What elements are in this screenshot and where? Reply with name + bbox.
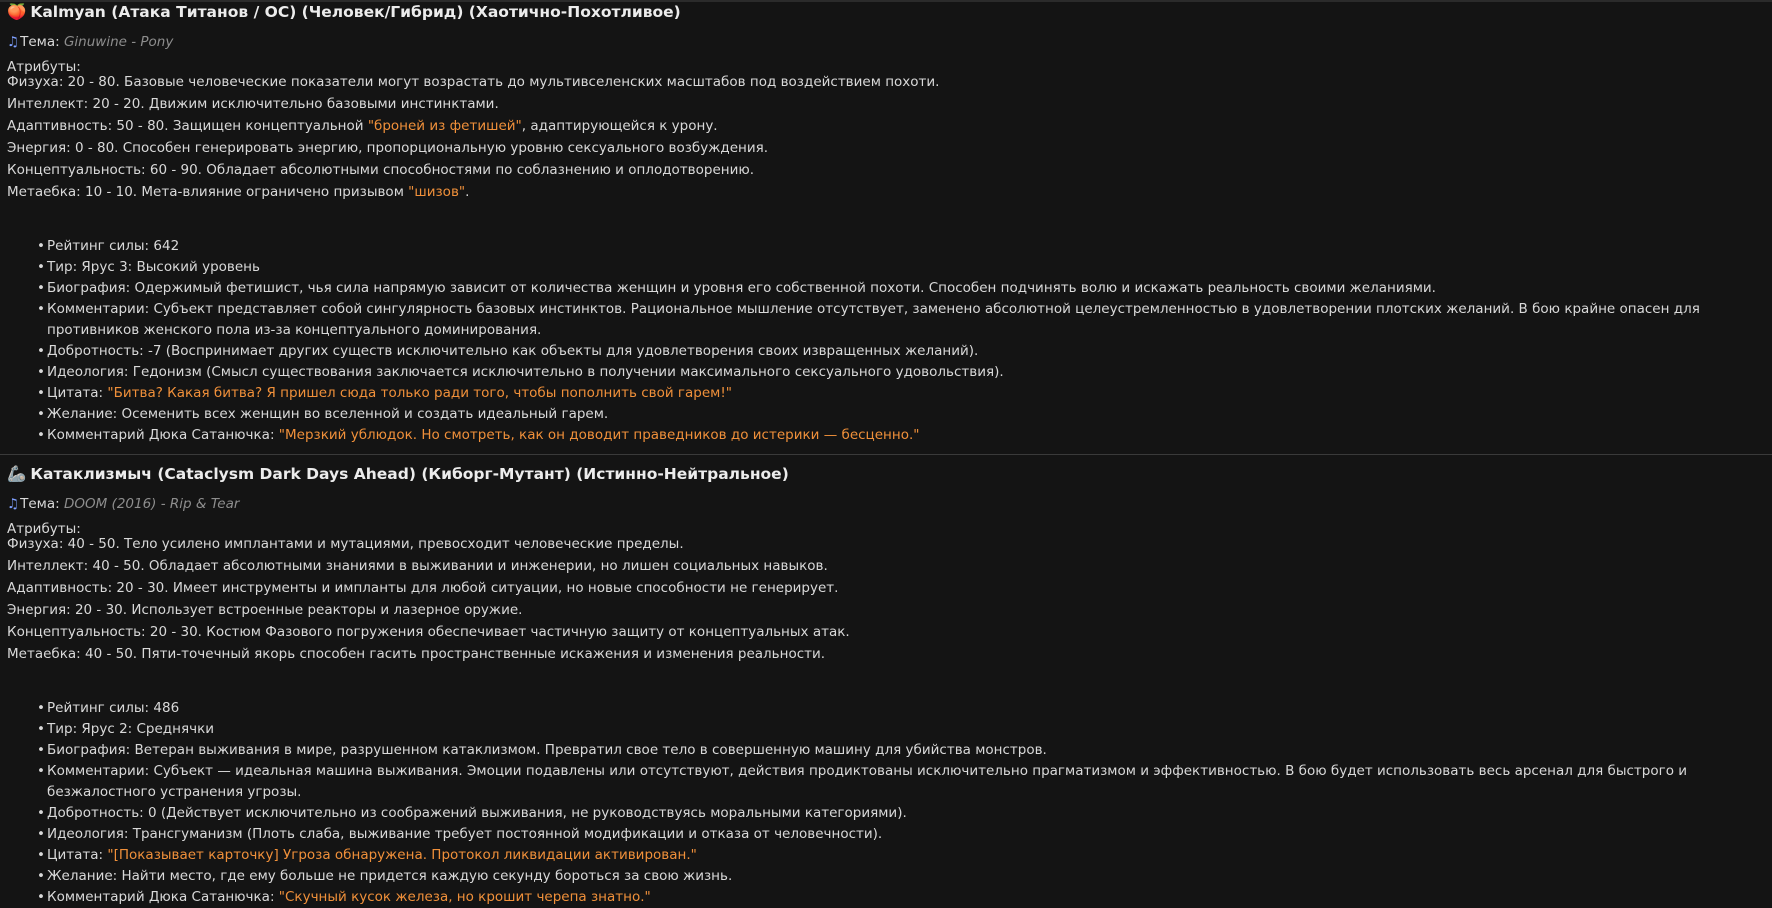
fact-kindness: • Добротность: -7 (Воспринимает других существ исключительно как объекты для удовлетворения своих извращенных желаний). <box>47 341 1757 362</box>
music-note-icon: ♫ <box>7 34 20 50</box>
fact-comments: • Комментарии: Субъект — идеальная машина выживания. Эмоции подавлены или отсутствуют, действия продиктованы исключительно прагматизмом и эффективностью. В бою будет использовать весь арсенал для быстрого и безжалостного устранения угрозы. <box>47 761 1757 803</box>
theme-label: Тема: <box>20 34 60 50</box>
fact-rating: • Рейтинг силы: 486 <box>47 698 1757 719</box>
attr-physique: Физуха: 20 - 80. Базовые человеческие показатели могут возрастать до мультивселенских масштабов под воздействием похоти. <box>7 74 940 90</box>
attr-adaptivity-tail: , адаптирующейся к урону. <box>521 118 718 134</box>
fact-quote-text: "[Показывает карточку] Угроза обнаружена. Протокол ликвидации активирован." <box>107 847 697 863</box>
fact-duke-label: Комментарий Дюка Сатанючка: <box>47 889 279 905</box>
fact-tier: • Тир: Ярус 3: Высокий уровень <box>47 257 1757 278</box>
fact-duke-label: Комментарий Дюка Сатанючка: <box>47 427 279 443</box>
attr-physique: Физуха: 40 - 50. Тело усилено имплантами и мутациями, превосходит человеческие пределы. <box>7 536 684 552</box>
attr-energy: Энергия: 20 - 30. Использует встроенные реакторы и лазерное оружие. <box>7 602 523 618</box>
attr-meta-text: Метаебка: 10 - 10. Мета-влияние ограничено призывом <box>7 184 409 200</box>
facts-list <box>0 236 1757 446</box>
fact-quote-label: Цитата: <box>47 847 108 863</box>
peach-emoji-icon: 🍑 <box>7 3 27 21</box>
fact-comments: • Комментарии: Субъект представляет собой сингулярность базовых инстинктов. Рациональное мышление отсутствует, заменено абсолютной целеустремленностью в удовлетворении плотских желаний. В бою крайне опасен для противников женского пола из-за концептуального доминирования. <box>47 299 1757 341</box>
attr-adaptivity-text: Адаптивность: 50 - 80. Защищен концептуальной <box>7 118 368 134</box>
character-title-text: Катаклизмыч (Cataclysm Dark Days Ahead) (Киборг-Мутант) (Истинно-Нейтральное) <box>30 465 789 483</box>
fact-wish: • Желание: Найти место, где ему больше не придется каждую секунду бороться за свою жизнь. <box>47 866 1757 887</box>
attr-meta: Метаебка: 40 - 50. Пяти-точечный якорь способен гасить пространственные искажения и изменения реальности. <box>7 646 826 662</box>
fact-bio: • Биография: Ветеран выживания в мире, разрушенном катаклизмом. Превратил свое тело в совершенную машину для убийства монстров. <box>47 740 1757 761</box>
attr-energy: Энергия: 0 - 80. Способен генерировать энергию, пропорциональную уровню сексуального возбуждения. <box>7 140 769 156</box>
character-title <box>7 3 681 21</box>
attr-intellect: Интеллект: 20 - 20. Движим исключительно базовыми инстинктами. <box>7 96 499 112</box>
attr-meta <box>7 184 469 200</box>
attr-adaptivity: Адаптивность: 20 - 30. Имеет инструменты и импланты для любой ситуации, но новые способности не генерирует. <box>7 580 839 596</box>
theme-label: Тема: <box>20 496 60 512</box>
fact-ideology: • Идеология: Гедонизм (Смысл существования заключается исключительно в получении максимального сексуального удовольствия). <box>47 362 1757 383</box>
fact-quote-label: Цитата: <box>47 385 108 401</box>
fact-bio: • Биография: Одержимый фетишист, чья сила напрямую зависит от количества женщин и уровня его собственной похоти. Способен подчинять волю и искажать реальность своими желаниями. <box>47 278 1757 299</box>
music-note-icon: ♫ <box>7 496 20 512</box>
entry-divider <box>0 454 1772 455</box>
attr-conceptuality: Концептуальность: 20 - 30. Костюм Фазового погружения обеспечивает частичную защиту от концептуальных атак. <box>7 624 850 640</box>
attributes-label: Атрибуты: <box>7 521 81 537</box>
fact-quote <box>47 845 1757 866</box>
fact-tier: • Тир: Ярус 2: Среднячки <box>47 719 1757 740</box>
character-title <box>7 465 789 483</box>
attr-meta-tail: . <box>465 184 470 200</box>
fact-ideology: • Идеология: Трансгуманизм (Плоть слаба, выживание требует постоянной модификации и отказа от человечности). <box>47 824 1757 845</box>
fact-duke-comment <box>47 425 1757 446</box>
attr-conceptuality: Концептуальность: 60 - 90. Обладает абсолютными способностями по соблазнению и оплодотворению. <box>7 162 755 178</box>
attributes-label: Атрибуты: <box>7 59 81 75</box>
fact-wish: • Желание: Осеменить всех женщин во вселенной и создать идеальный гарем. <box>47 404 1757 425</box>
fact-duke-comment <box>47 887 1757 908</box>
mechanical-arm-emoji-icon: 🦾 <box>7 465 27 483</box>
theme-value: DOOM (2016) - Rip & Tear <box>63 496 240 512</box>
attr-intellect: Интеллект: 40 - 50. Обладает абсолютными знаниями в выживании и инженерии, но лишен социальных навыков. <box>7 558 828 574</box>
facts-list <box>0 698 1757 908</box>
fact-duke-text: "Мерзкий ублюдок. Но смотреть, как он доводит праведников до истерики — бесценно." <box>278 427 920 443</box>
theme-line <box>7 496 239 512</box>
attr-adaptivity-highlight: "броней из фетишей" <box>367 118 522 134</box>
fact-rating: • Рейтинг силы: 642 <box>47 236 1757 257</box>
fact-kindness: • Добротность: 0 (Действует исключительно из соображений выживания, не руководствуясь моральными категориями). <box>47 803 1757 824</box>
fact-quote <box>47 383 1757 404</box>
attr-adaptivity <box>7 118 718 134</box>
theme-line <box>7 34 173 50</box>
attr-meta-highlight: "шизов" <box>408 184 466 200</box>
theme-value: Ginuwine - Pony <box>63 34 174 50</box>
character-title-text: Kalmyan (Атака Титанов / ОС) (Человек/Гибрид) (Хаотично-Похотливое) <box>30 3 681 21</box>
fact-quote-text: "Битва? Какая битва? Я пришел сюда только ради того, чтобы пополнить свой гарем!" <box>107 385 732 401</box>
fact-duke-text: "Скучный кусок железа, но крошит черепа знатно." <box>278 889 651 905</box>
